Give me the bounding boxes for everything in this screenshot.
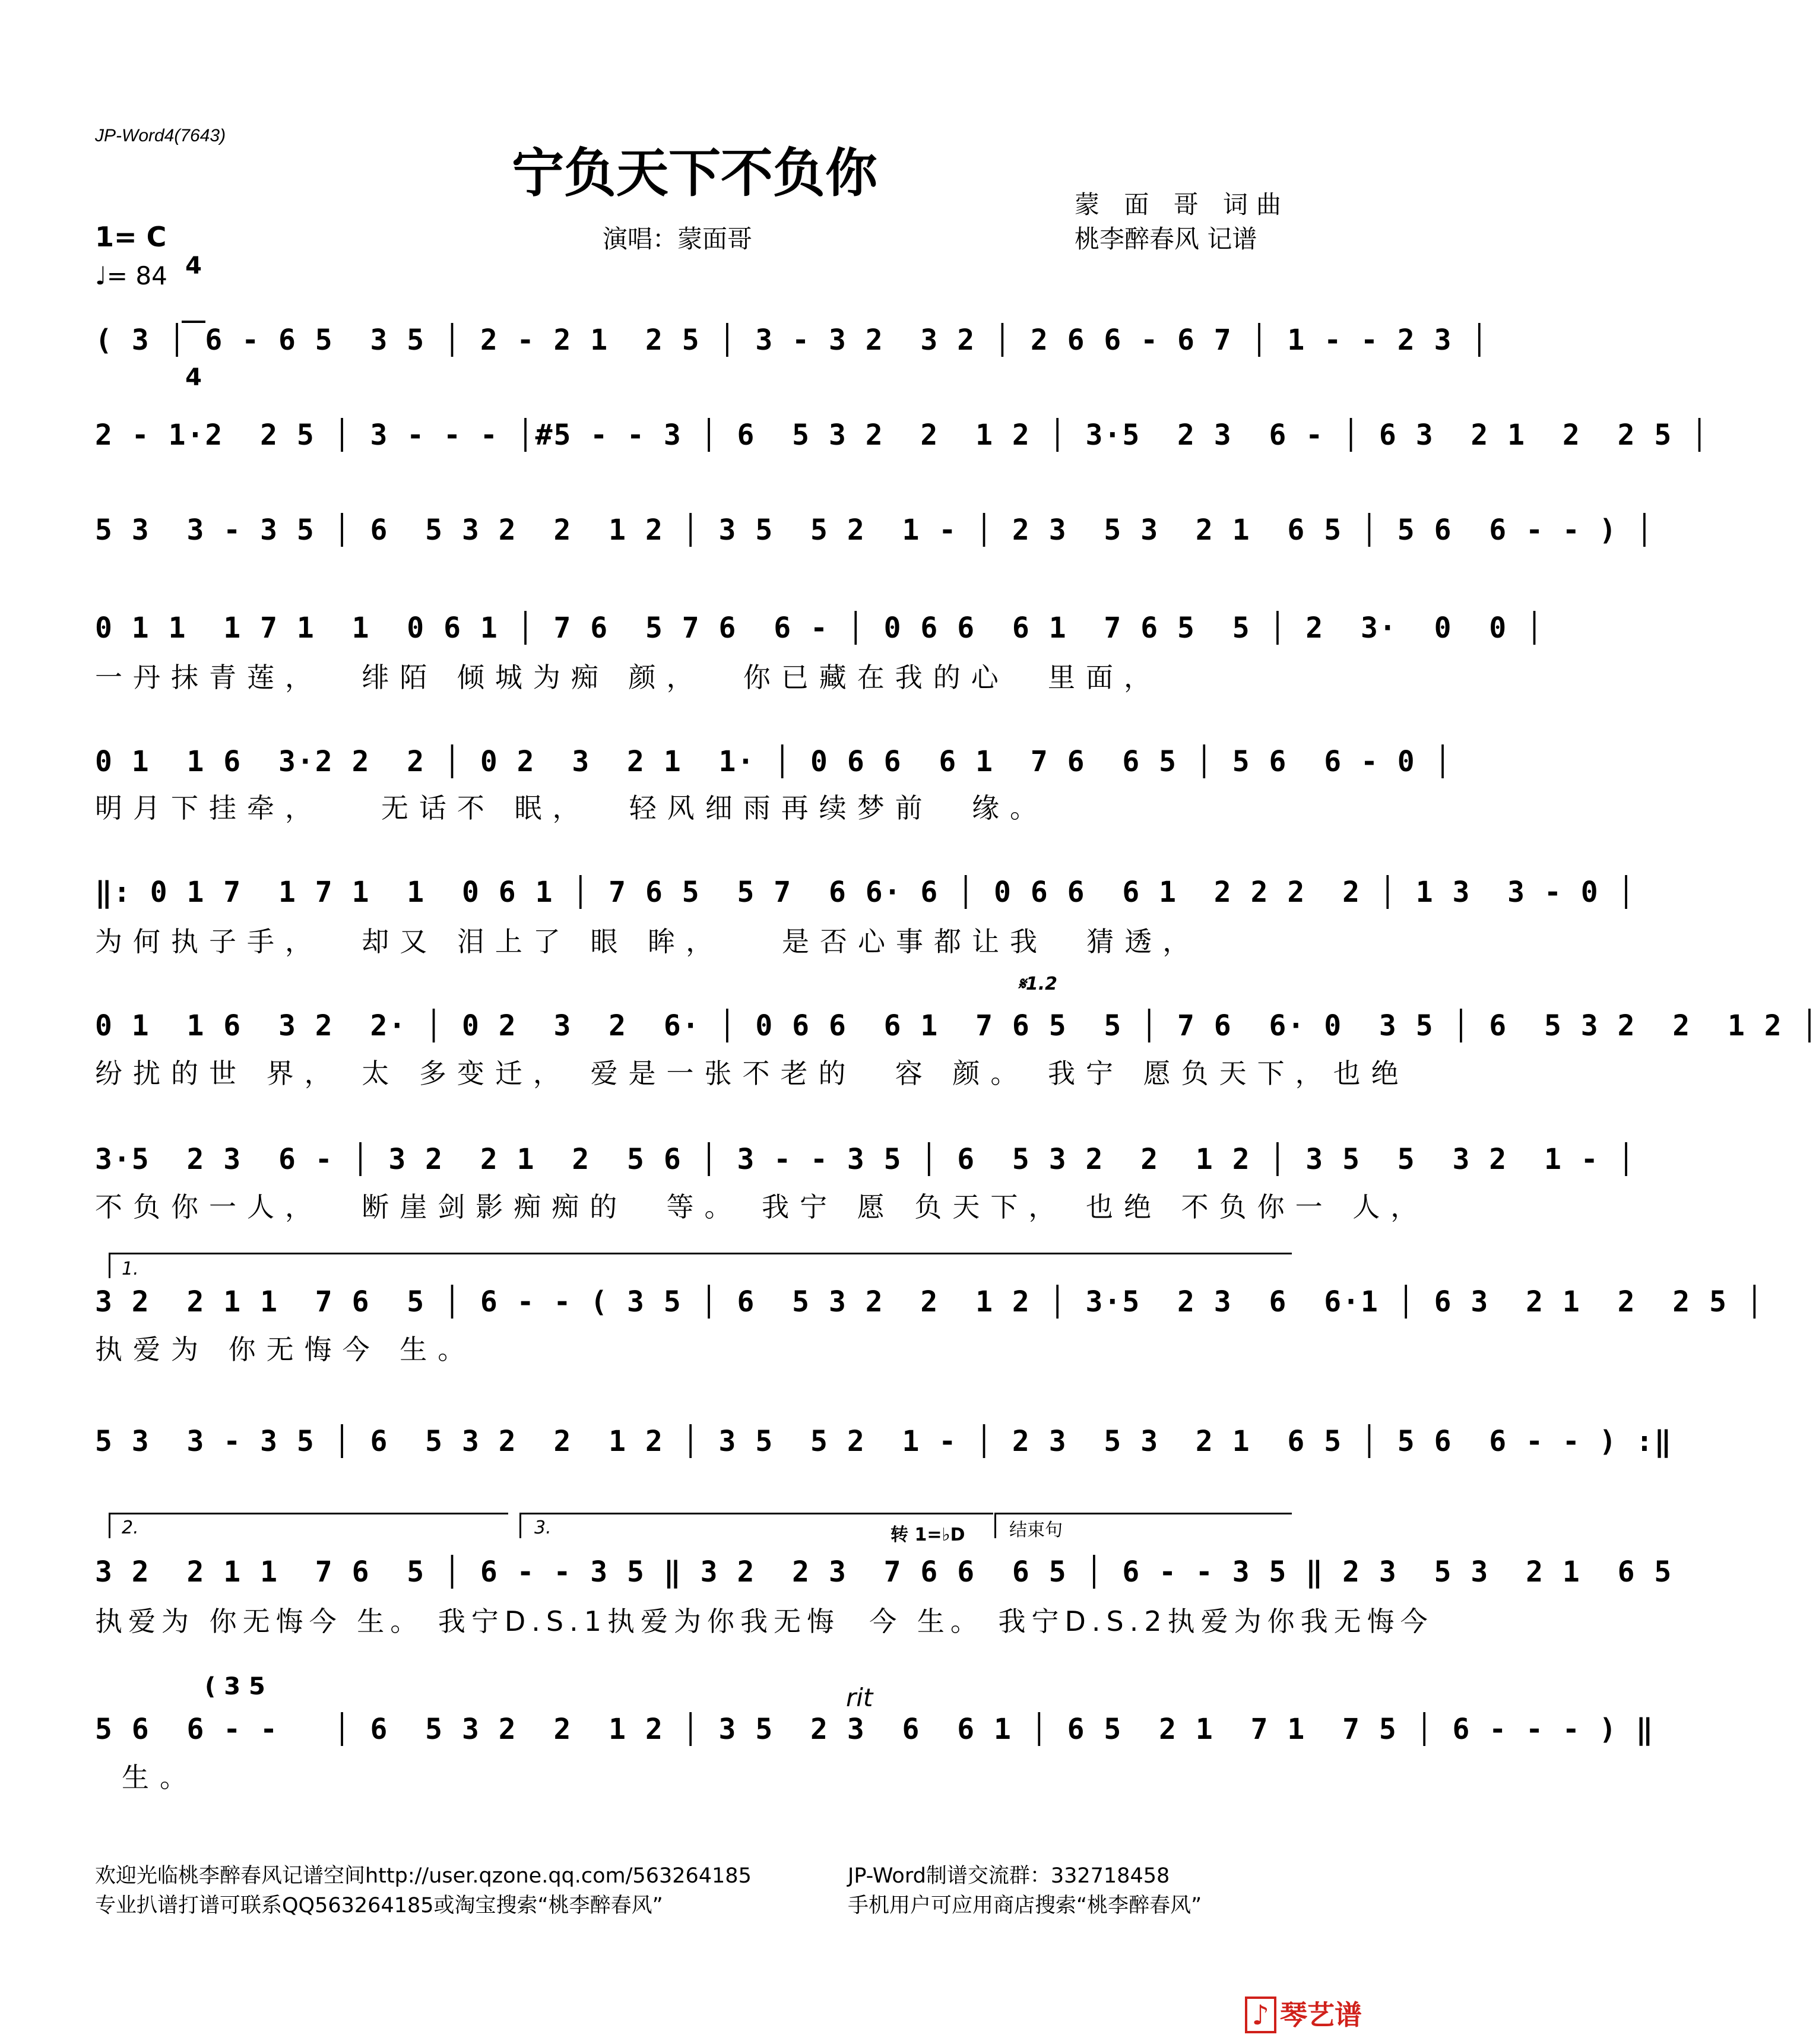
time-sig-bottom: 4 bbox=[185, 364, 202, 391]
score-row-11: 3 2 2 1 1 7 6 5 │ 6 - - 3 5 ‖ 3 2 2 3 7 6 6 6 5 │ 6 - - 3 5 ‖ 2 3 5 3 2 1 6 5 bbox=[95, 1555, 1673, 1589]
lyrics-row-8: 不负你一人， 断崖剑影痴痴的 等。 我宁 愿 负天下， 也绝 不负你一 人， bbox=[95, 1191, 1429, 1223]
volta-3-label: 3. bbox=[534, 1517, 552, 1538]
footer-line2-left: 专业扒谱打谱可联系QQ563264185或淘宝搜索“桃李醉春风” bbox=[95, 1894, 663, 1918]
lyrics-row-9: 执爱为 你无悔今 生。 bbox=[95, 1333, 476, 1365]
lyrics-row-12: 生。 bbox=[122, 1761, 198, 1793]
footer-line1-right: JP-Word制谱交流群：332718458 bbox=[848, 1864, 1170, 1888]
song-title: 宁负天下不负你 bbox=[511, 142, 877, 204]
volta-1-label: 1. bbox=[122, 1259, 139, 1279]
volta-2-label: 2. bbox=[122, 1517, 139, 1538]
transcriber-credit: 桃李醉春风 记谱 bbox=[1075, 224, 1257, 253]
lyrics-row-5: 明月下挂牵， 无话不 眠， 轻风细雨再续梦前 缘。 bbox=[95, 792, 1048, 824]
segno-mark: 𝄋1.2 bbox=[1018, 974, 1058, 994]
key-signature: 1= C bbox=[95, 221, 167, 253]
ending-label: 结束句 bbox=[1009, 1520, 1063, 1541]
score-row-8: 3·5 2 3 6 - │ 3 2 2 1 2 5 6 │ 3 - - 3 5 │ 6 5 3 2 2 1 2 │ 3 5 5 3 2 1 - │ bbox=[95, 1143, 1636, 1176]
site-logo bbox=[1245, 1994, 1365, 2033]
footer-line2-right: 手机用户可应用商店搜索“桃李醉春风” bbox=[848, 1894, 1202, 1918]
volta-bracket-2 bbox=[109, 1513, 508, 1538]
app-version: JP-Word4(7643) bbox=[95, 126, 226, 145]
score-row-6: ‖: 0 1 7 1 7 1 1 0 6 1 │ 7 6 5 5 7 6 6· 6 │ 0 6 6 6 1 2 2 2 2 │ 1 3 3 - 0 │ bbox=[95, 876, 1636, 909]
lyrics-row-11: 执爱为 你无悔今 生。 我宁D.S.1执爱为你我无悔 今 生。 我宁D.S.2执爱为你我无悔今 bbox=[95, 1605, 1434, 1637]
rit-mark: rit bbox=[846, 1683, 873, 1712]
lyrics-row-6: 为何执子手， 却又 泪上了 眼 眸， 是否心事都让我 猜透， bbox=[95, 926, 1201, 958]
score-row-12: 5 6 6 - - │ 6 5 3 2 2 1 2 │ 3 5 2 3 6 6 1 │ 6 5 2 1 7 1 7 5 │ 6 - - - ) ‖ bbox=[95, 1713, 1655, 1746]
score-row-3: 5 3 3 - 3 5 │ 6 5 3 2 2 1 2 │ 3 5 5 2 1 - │ 2 3 5 3 2 1 6 5 │ 5 6 6 - - ) │ bbox=[95, 514, 1655, 547]
score-row-10: 5 3 3 - 3 5 │ 6 5 3 2 2 1 2 │ 3 5 5 2 1 - │ 2 3 5 3 2 1 6 5 │ 5 6 6 - - ) :‖ bbox=[95, 1425, 1673, 1458]
score-row-9: 3 2 2 1 1 7 6 5 │ 6 - - ( 3 5 │ 6 5 3 2 2 1 2 │ 3·5 2 3 6 6·1 │ 6 3 2 1 2 2 5 │ bbox=[95, 1285, 1764, 1319]
tempo-marking: ♩= 84 bbox=[95, 261, 167, 290]
score-row-2: 2 - 1·2 2 5 │ 3 - - - │#5 - - 3 │ 6 5 3 2 2 1 2 │ 3·5 2 3 6 - │ 6 3 2 1 2 2 5 │ bbox=[95, 419, 1710, 452]
score-row-1: ( 3 │ 6 - 6 5 3 5 │ 2 - 2 1 2 5 │ 3 - 3 2 3 2 │ 2 6 6 - 6 7 │ 1 - - 2 3 │ bbox=[95, 324, 1490, 357]
lyrics-row-7: 纷扰的世 界， 太 多变迁， 爱是一张不老的 容 颜。 我宁 愿负天下，也绝 bbox=[95, 1057, 1409, 1089]
singer-credit: 演唱：蒙面哥 bbox=[603, 224, 753, 253]
volta-bracket-1 bbox=[109, 1253, 1292, 1278]
time-signature bbox=[182, 213, 205, 410]
key-change-mark: 转 1=♭D bbox=[891, 1525, 965, 1545]
lyrics-row-4: 一丹抹青莲， 绯陌 倾城为痴 颜， 你已藏在我的心 里面， bbox=[95, 661, 1162, 693]
time-sig-top: 4 bbox=[185, 252, 202, 280]
composer-credit: 蒙 面 哥 词曲 bbox=[1075, 190, 1290, 219]
score-row-4: 0 1 1 1 7 1 1 0 6 1 │ 7 6 5 7 6 6 - │ 0 6 6 6 1 7 6 5 5 │ 2 3· 0 0 │ bbox=[95, 611, 1544, 645]
small-notes-mark: ( 3 5 bbox=[205, 1673, 265, 1700]
footer-line1-left: 欢迎光临桃李醉春风记谱空间http://user.qzone.qq.com/563264185 bbox=[95, 1864, 752, 1888]
score-row-7: 0 1 1 6 3 2 2· │ 0 2 3 2 6· │ 0 6 6 6 1 7 6 5 5 │ 7 6 6· 0 3 5 │ 6 5 3 2 2 1 2 │ bbox=[95, 1009, 1819, 1042]
logo-text: 琴艺谱 bbox=[1280, 1999, 1362, 2031]
logo-icon: ♪ bbox=[1245, 1997, 1276, 2033]
score-row-5: 0 1 1 6 3·2 2 2 │ 0 2 3 2 1 1· │ 0 6 6 6 1 7 6 6 5 │ 5 6 6 - 0 │ bbox=[95, 745, 1453, 778]
